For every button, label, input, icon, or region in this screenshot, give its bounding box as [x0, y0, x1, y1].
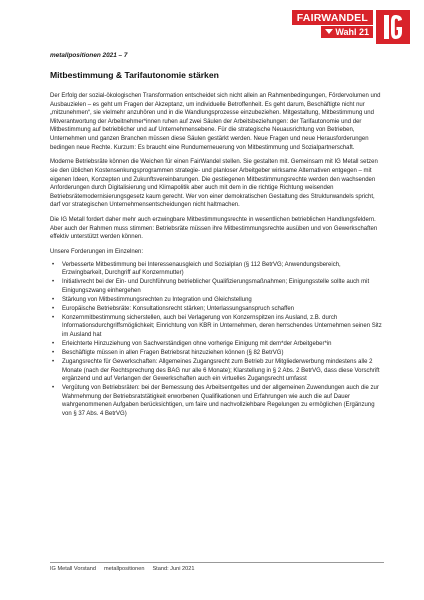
page-header — [0, 0, 424, 60]
list-item-text: Erleichterte Hinzuziehung von Sachverständigen ohne vorherige Einigung mit dem*der Arbeitgeber*in — [62, 340, 332, 347]
bullet-icon: • — [52, 340, 55, 347]
footer-date: Stand: Juni 2021 — [152, 566, 195, 572]
body-text — [50, 92, 382, 419]
paragraph-betriebsraete: Moderne Betriebsräte können die Weichen für einen FairWandel stellen. Sie gestalten mit. Gemeinsam mit IG Metall setzen sie den üblichen Kostensenkungsprogrammen strategie- und planloser Arbeitgeber wirksame Alternativen entgegen – mit eigenen Ideen, Konzepten und Zukunftsvereinbarungen. Die gestiegenen Mitbestimmungsrechte werden den wachsenden Anforderungen durch Digitalisierung und Klimapolitik aber auch mit dem in die richtige Richtung weisenden Betriebsrätemodernisierungsgesetz kaum gerecht. Wer von einer demokratischen Gestaltung des Strukturwandels spricht, darf vor strategischen Unternehmensentscheidungen nicht haltmachen. — [50, 159, 378, 209]
list-item-text: Vergütung von Betriebsräten: bei der Bemessung des Arbeitsentgeltes und der allgemeinen Zuwendungen auch die zur Wahrnehmung der Betriebsratstätigkeit erworbenen Qualifikationen und Erfahrungen wie auch die auf Dauer wahrgenommenen Aufgaben berücksichtigen, um faire und nachvollziehbare Regelungen zu ermöglichen (Ergänzung von § 37 Abs. 4 BetrVG) — [62, 385, 379, 417]
brand-block — [292, 10, 410, 44]
list-item-text: Zugangsrechte für Gewerkschaften: Allgemeines Zugangsrecht zum Betrieb zur Mitgliederwerbung mindestens alle 2 Monate (nach der Rechtsprechung des BAG nur alle 6 Monate); Klarstellung in § 2 Abs. 2 BetrVG, dass diese Vorschrift ergänzend und auf Verlangen der Gewerkschaften auch ein virtuelles Zugangsrecht umfasst — [62, 358, 380, 383]
list-item — [50, 314, 382, 340]
list-item — [50, 358, 382, 384]
list-item — [50, 349, 382, 358]
triangle-icon — [325, 29, 333, 34]
ig-metall-logo-icon — [376, 10, 410, 44]
bullet-icon: • — [52, 305, 55, 312]
page-title: Mitbestimmung & Tarifautonomie stärken — [50, 70, 219, 80]
bullet-icon: • — [52, 296, 55, 303]
bullet-icon: • — [52, 279, 55, 286]
demands-intro: Unsere Forderungen im Einzelnen: — [50, 249, 144, 256]
list-item — [50, 384, 382, 418]
ig-metall-logo — [376, 10, 410, 44]
list-item-text: Verbesserte Mitbestimmung bei Interessenausgleich und Sozialplan (§ 112 BetrVG; Anwendungsbereich, Erzwingbarkeit, Durchgriff auf Konzernmutter) — [62, 261, 341, 277]
list-item — [50, 305, 382, 314]
bullet-icon: • — [52, 349, 55, 356]
footer-divider — [50, 562, 384, 563]
document-kicker: metallpositionen 2021 – 7 — [50, 52, 128, 59]
list-item — [50, 261, 382, 278]
list-item-text: Initiativrecht bei der Ein- und Durchführung betrieblicher Qualifizierungsmaßnahmen; Einigungsstelle sollte auch mit Einigungszwang einhergehen — [62, 279, 370, 294]
list-item-text: Konzernmitbestimmung sicherstellen, auch bei Verlagerung von Konzernspitzen ins Ausland, z.B. durch Informationsdurchgriffsmöglichkeit; Einrichtung von KBR in Unternehmen, deren herrschendes Unternehmen seinen Sitz im Ausland hat — [62, 314, 382, 338]
fairwandel-subtitle-text: Wahl 21 — [335, 27, 369, 37]
fairwandel-title: FAIRWANDEL — [292, 10, 373, 25]
list-item — [50, 340, 382, 349]
list-item-text: Beschäftigte müssen in allen Fragen Betriebsrat hinzuziehen können (§ 82 BetrVG) — [62, 349, 284, 356]
bullet-icon: • — [52, 358, 55, 365]
bullet-icon: • — [52, 385, 55, 392]
list-item — [50, 278, 382, 295]
paragraph-forderung: Die IG Metall fordert daher mehr auch erzwingbare Mitbestimmungsrechte in wesentlichen betrieblichen Handlungsfeldern. Aber auch der Rahmen muss stimmen: Betriebsräte müssen ihre Mitbestimmungsrechte ausüben und von Gewerkschaften effektiv unterstützt werden können. — [50, 217, 378, 241]
paragraph-intro: Der Erfolg der sozial-ökologischen Transformation entscheidet sich nicht allein an Rahmenbedingungen, Fördervolumen und Ausbauzielen – es geht um Fragen der Akzeptanz, um individuelle Betroffenheit. Es geht darum, Beschäftigte nicht nur „mitzunehmen“, sie vielmehr anzuhören und in die Wandlungsprozesse einzubeziehen. Mitgestaltung, Mitbestimmung und Mitverantwortung der Arbeitnehmer*innen ruhen auf zwei Säulen der Arbeitsbeziehungen: der Tarifautonomie und der Mitbestimmung auf betrieblicher und auf Unternehmensebene. Für die strategische Neuausrichtung von Betrieben, Unternehmen und ganzen Branchen müssen diese Säulen gestärkt werden. Neue Fragen und neue Herausforderungen bedingen neue Rechte. Kurzum: Es braucht eine Rundumerneuerung von Mitbestimmung und Sozialpartnerschaft. — [50, 93, 381, 151]
footer-org: IG Metall Vorstand — [50, 566, 97, 572]
list-item — [50, 296, 382, 305]
bullet-icon: • — [52, 261, 55, 268]
list-item-text: Europäische Betriebsräte: Konsultationsrecht stärken; Unterlassungsanspruch schaffen — [62, 305, 295, 312]
fairwandel-logo — [292, 10, 373, 38]
page-footer — [50, 566, 194, 572]
bullet-icon: • — [52, 314, 55, 321]
footer-series: metallpositionen — [104, 566, 145, 572]
list-item-text: Stärkung von Mitbestimmungsrechten zu Integration und Gleichstellung — [62, 296, 252, 303]
fairwandel-subtitle — [321, 26, 373, 38]
demands-list — [50, 261, 382, 419]
